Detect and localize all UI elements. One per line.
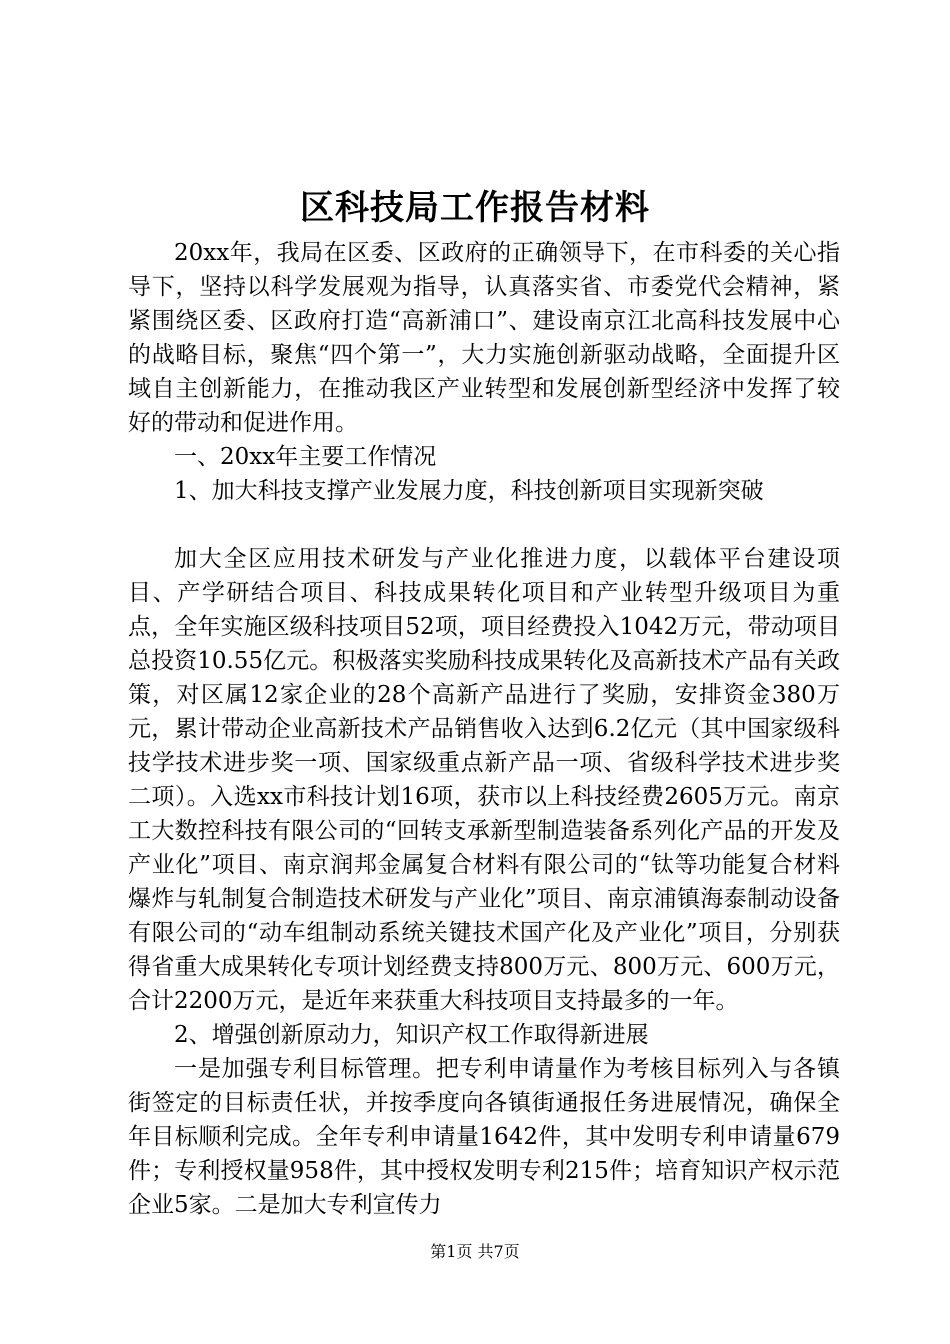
document-title: 区科技局工作报告材料 [300, 188, 650, 228]
paragraph-projects: 加大全区应用技术研发与产业化推进力度，以载体平台建设项目、产学研结合项目、科技成果转化项目和产业转型升级项目为重点，全年实施区级科技项目52项，项目经费投入1042万元，带动项目总投资10.55亿元。积极落实奖励科技成果转化及高新技术产品有关政策，对区属12家企业的28个高新产品进行了奖励，安排资金380万元，累计带动企业高新技术产品销售收入达到6.2亿元（其中国家级科技学技术进步奖一项、国家级重点新产品一项、省级科学技术进步奖二项）。入选xx市科技计划16项，获市以上科技经费2605万元。南京工大数控科技有限公司的“回转支承新型制造装备系列化产品的开发及产业化”项目、南京润邦金属复合材料有限公司的“钛等功能复合材料爆炸与轧制复合制造技术研发与产业化”项目、南京浦镇海泰制动设备有限公司的“动车组制动系统关键技术国产化及产业化”项目，分别获得省重大成果转化专项计划经费支持800万元、800万元、600万元，合计2200万元，是近年来获重大科技项目支持最多的一年。 [128, 546, 840, 1014]
subsection-heading-1: 1、加大科技支撑产业发展力度，科技创新项目实现新突破 [174, 478, 764, 504]
paragraph-patents: 一是加强专利目标管理。把专利申请量作为考核目标列入与各镇街签定的目标责任状，并按季度向各镇街通报任务进展情况，确保全年目标顺利完成。全年专利申请量1642件，其中发明专利申请量679件；专利授权量958件，其中授权发明专利215件；培育知识产权示范企业5家。二是加大专利宣传力 [128, 1056, 840, 1218]
page-footer: 第1页 共7页 [430, 1242, 520, 1261]
subsection-heading-2: 2、增强创新原动力，知识产权工作取得新进展 [174, 1022, 649, 1048]
paragraph-intro: 20xx年，我局在区委、区政府的正确领导下，在市科委的关心指导下，坚持以科学发展观为指导，认真落实省、市委党代会精神，紧紧围绕区委、区政府打造“高新浦口”、建设南京江北高科技发展中心的战略目标，聚焦“四个第一”，大力实施创新驱动战略，全面提升区域自主创新能力，在推动我区产业转型和发展创新型经济中发挥了较好的带动和促进作用。 [128, 240, 840, 436]
section-heading-1: 一、20xx年主要工作情况 [174, 444, 437, 470]
document-body [128, 236, 840, 1222]
